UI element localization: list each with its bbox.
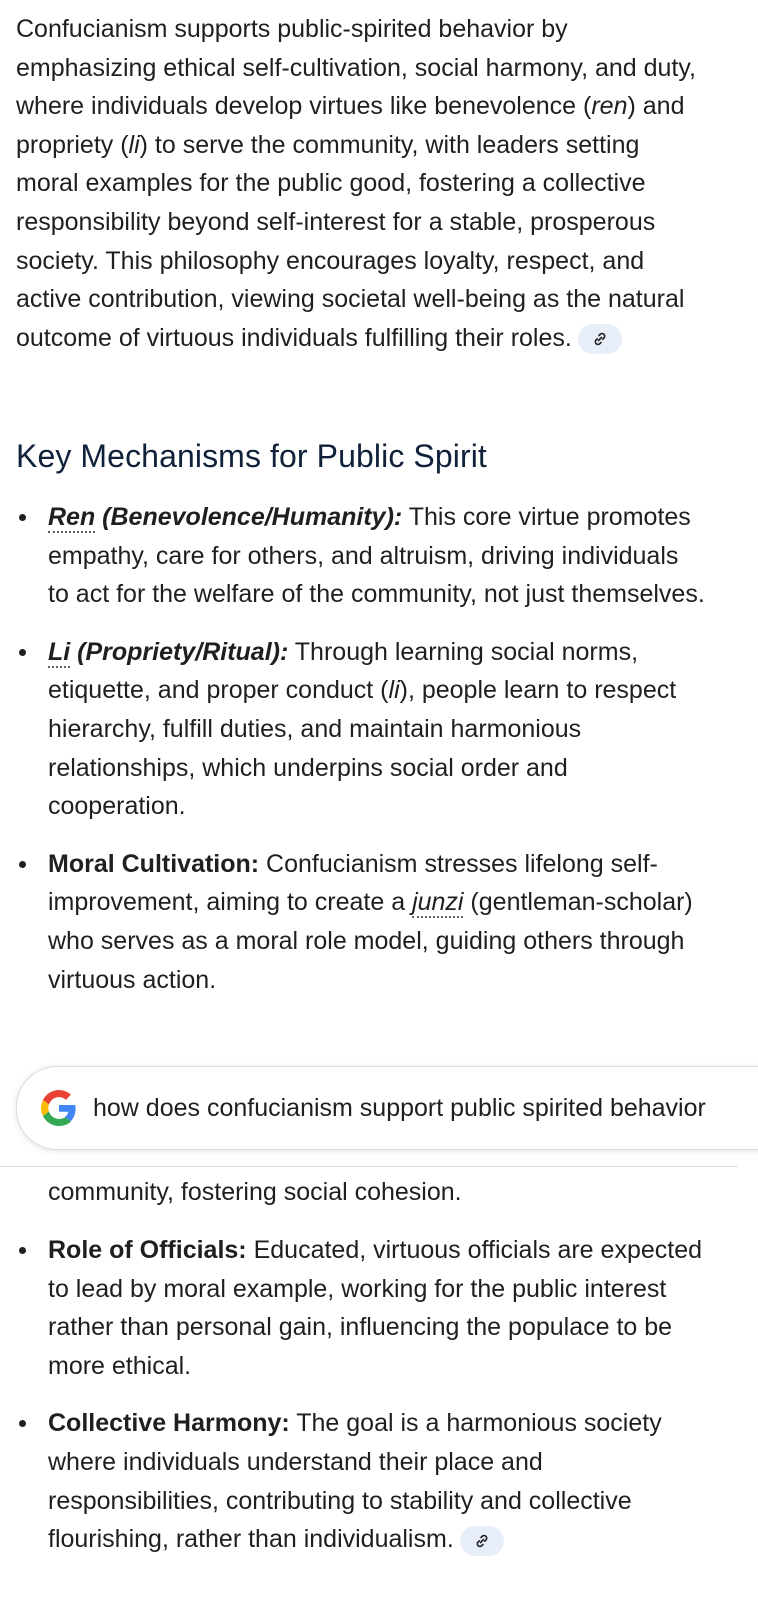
search-bar[interactable] bbox=[16, 1066, 758, 1150]
google-g-icon bbox=[41, 1090, 77, 1126]
officials-term: Role of Officials: bbox=[48, 1236, 247, 1264]
junzi-glossary-link[interactable]: junzi bbox=[412, 888, 464, 917]
source-link-button[interactable] bbox=[578, 324, 622, 354]
moral-cultivation-term: Moral Cultivation: bbox=[48, 849, 260, 878]
bullet bbox=[19, 649, 26, 656]
mechanism-list bbox=[16, 498, 706, 1018]
ren-glossary-link[interactable]: Ren bbox=[48, 503, 96, 531]
section-heading: Key Mechanisms for Public Spirit bbox=[16, 438, 487, 474]
ren-term: ren bbox=[591, 92, 628, 121]
list-item: Role of Officials: Educated, virtuous officials are expected to lead by moral example, working for the public interest rather than personal gain, influencing the populace to be more ethical. bbox=[16, 1231, 706, 1385]
source-link-button[interactable] bbox=[460, 1526, 504, 1556]
answer-body bbox=[16, 10, 706, 357]
list-item: Moral Cultivation: Confucianism stresses lifelong self-improvement, aiming to create a junzi (gentleman-scholar) who serves as a moral role model, guiding others through virtuous action. bbox=[16, 845, 706, 999]
search-query[interactable]: how does confucianism support public spirited behavior bbox=[93, 1093, 706, 1122]
mechanism-list-continued bbox=[16, 1231, 706, 1578]
list-item: Collective Harmony: The goal is a harmonious society where individuals understand their place and responsibilities, contributing to stability and collective flourishing, rather than individualism. bbox=[16, 1404, 706, 1558]
bullet bbox=[19, 1420, 26, 1427]
link-icon bbox=[592, 331, 608, 347]
partial-list-item-text: community, fostering social cohesion. bbox=[48, 1178, 462, 1206]
intro-paragraph: Confucianism supports public-spirited behavior by emphasizing ethical self-cultivation, social harmony, and duty, where individuals develop virtues like benevolence (ren) and propriety (li) to serve the community, with leaders setting moral examples for the public good, fostering a collective responsibility beyond self-interest for a stable, prosperous society. This philosophy encourages loyalty, respect, and active contribution, viewing societal well-being as the natural outcome of virtuous individuals fulfilling their roles. bbox=[16, 10, 706, 357]
bullet bbox=[19, 1247, 26, 1254]
list-item: Ren (Benevolence/Humanity): This core virtue promotes empathy, care for others, and altruism, driving individuals to act for the welfare of the community, not just themselves. bbox=[16, 498, 706, 614]
li-glossary-link[interactable]: Li bbox=[48, 637, 71, 666]
bullet bbox=[19, 514, 26, 521]
divider bbox=[0, 1166, 738, 1167]
link-icon bbox=[474, 1533, 490, 1549]
li-term: li bbox=[128, 130, 140, 159]
list-item: Li (Propriety/Ritual): Through learning social norms, etiquette, and proper conduct (li), people learn to respect hierarchy, fulfill duties, and maintain harmonious relationships, which underpins social order and cooperation. bbox=[16, 633, 706, 826]
bullet bbox=[19, 861, 26, 868]
harmony-term: Collective Harmony: bbox=[48, 1409, 290, 1438]
